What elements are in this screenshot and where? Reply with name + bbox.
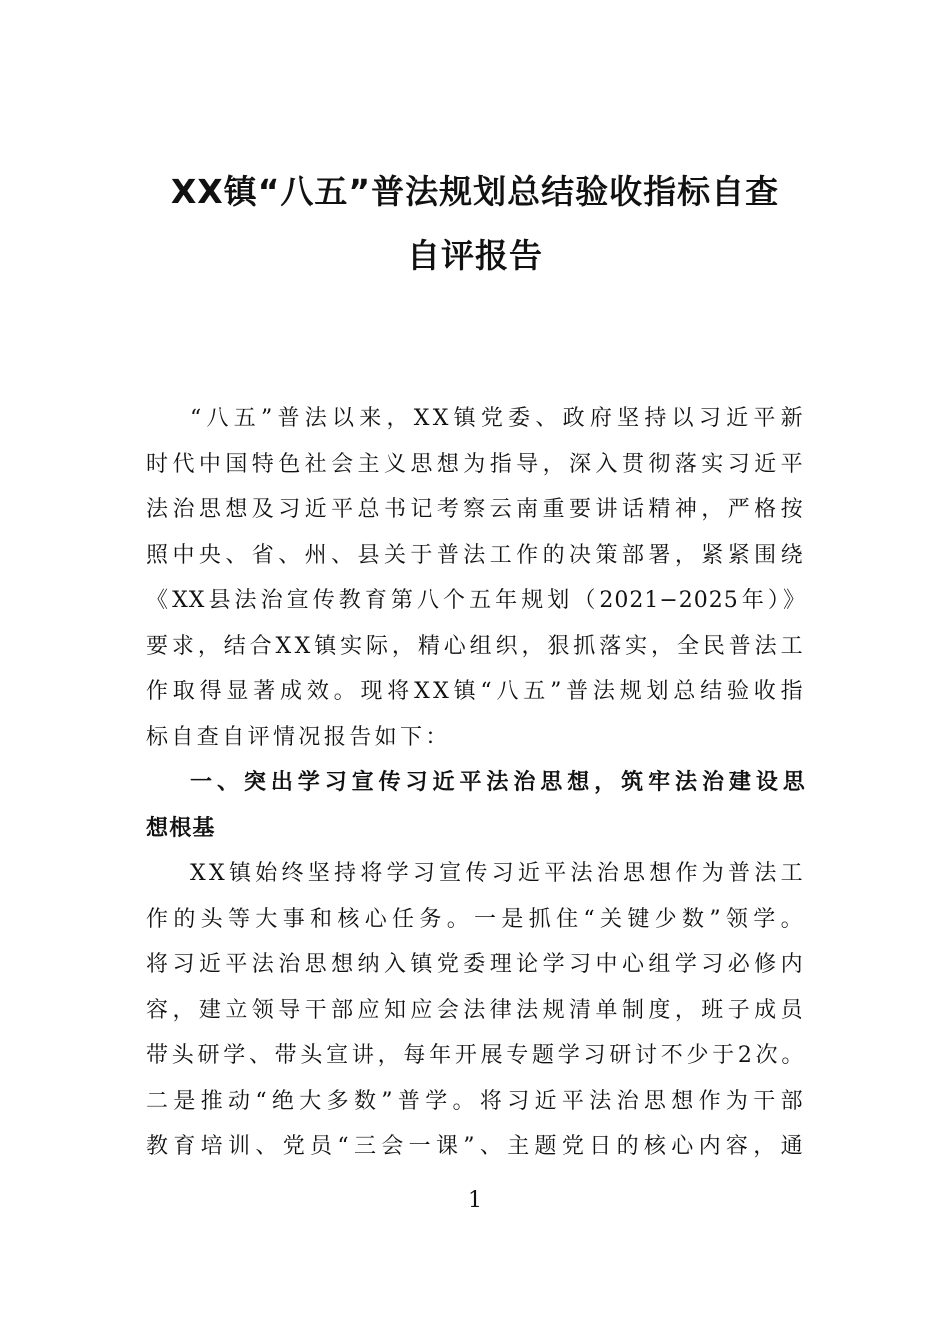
title-line-2: 自评报告 — [407, 236, 543, 275]
paragraph-line: 带头研学、带头宣讲，每年开展专题学习研讨不少于2次。 — [146, 1043, 806, 1068]
paragraph-line: “八五”普法以来，XX镇党委、政府坚持以习近平新 — [190, 406, 806, 431]
paragraph-line: 《XX县法治宣传教育第八个五年规划（2021−2025年）》 — [146, 588, 806, 613]
heading-line: 一、突出学习宣传习近平法治思想，筑牢法治建设思 — [190, 770, 806, 795]
section-1-heading — [146, 760, 806, 851]
document-body — [146, 396, 806, 1170]
section-1-paragraph — [146, 851, 806, 1170]
page-number: 1 — [468, 1188, 482, 1213]
paragraph-line: XX镇始终坚持将学习宣传习近平法治思想作为普法工 — [190, 861, 806, 886]
heading-line: 想根基 — [146, 815, 216, 841]
paragraph-line: 照中央、省、州、县关于普法工作的决策部署，紧紧围绕 — [146, 542, 806, 568]
paragraph-line: 法治思想及习近平总书记考察云南重要讲话精神，严格按 — [146, 497, 806, 522]
paragraph-line: 作取得显著成效。现将XX镇“八五”普法规划总结验收指 — [146, 679, 806, 704]
intro-paragraph — [146, 396, 806, 760]
title-line-1: XX镇“八五”普法规划总结验收指标自查 — [170, 172, 780, 211]
paragraph-line: 二是推动“绝大多数”普学。将习近平法治思想作为干部 — [146, 1088, 806, 1114]
paragraph-line: 将习近平法治思想纳入镇党委理论学习中心组学习必修内 — [146, 952, 806, 977]
paragraph-line: 容，建立领导干部应知应会法律法规清单制度，班子成员 — [146, 997, 806, 1023]
paragraph-line: 时代中国特色社会主义思想为指导，深入贯彻落实习近平 — [146, 451, 806, 477]
paragraph-line: 教育培训、党员“三会一课”、主题党日的核心内容，通 — [146, 1134, 806, 1159]
document-title — [140, 160, 810, 288]
paragraph-line: 作的头等大事和核心任务。一是抓住“关键少数”领学。 — [146, 906, 806, 932]
paragraph-line: 要求，结合XX镇实际，精心组织，狠抓落实，全民普法工 — [146, 633, 806, 659]
paragraph-line: 标自查自评情况报告如下： — [146, 724, 451, 750]
